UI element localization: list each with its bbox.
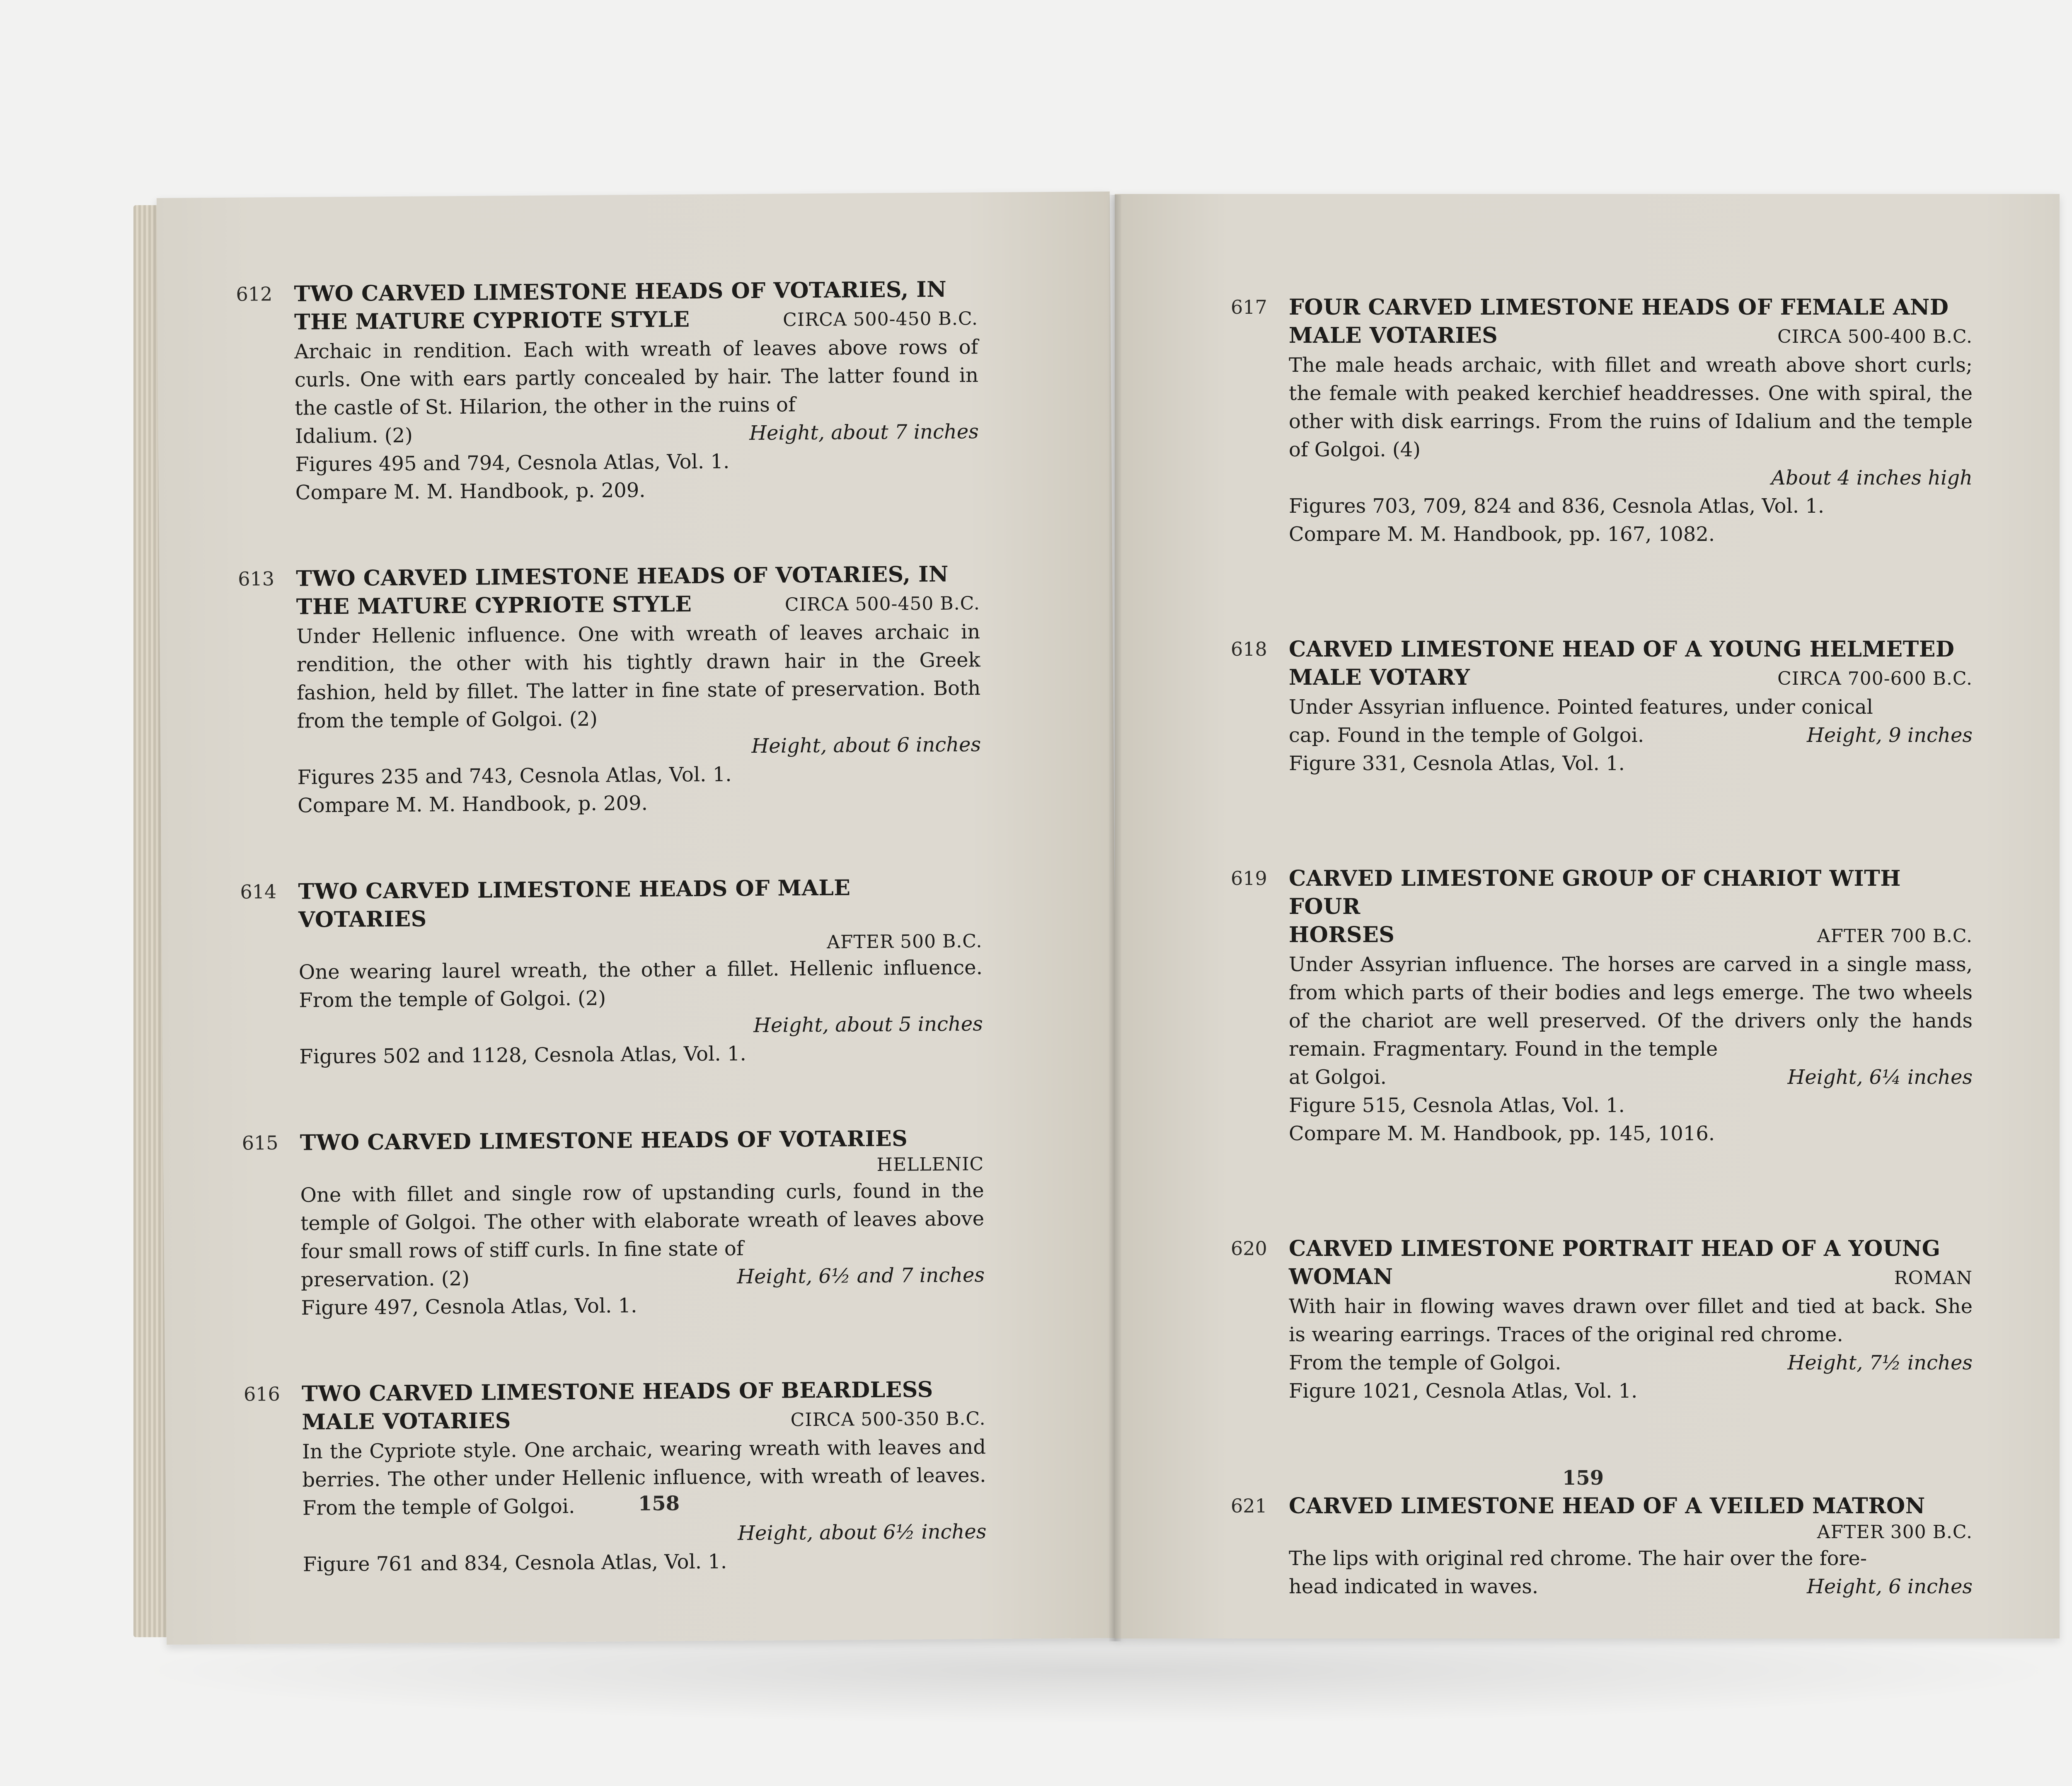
entry-reference: Compare M. M. Handbook, p. 209. <box>297 791 648 817</box>
entry-number: 612 <box>236 283 273 305</box>
right-page <box>1115 194 2060 1638</box>
entry-title-line: TWO CARVED LIMESTONE HEADS OF VOTARIES <box>300 1126 908 1156</box>
entry-title-line: CARVED LIMESTONE PORTRAIT HEAD OF A YOUNG <box>1289 1236 1941 1261</box>
entry-reference: Figure 515, Cesnola Atlas, Vol. 1. <box>1289 1094 1625 1117</box>
entry-description: Archaic in rendition. Each with wreath of leaves above rows of curls. One with ears partly concealed by hair. The latter found in the castle of St. Hilarion, the other in the ruins of <box>294 335 979 420</box>
entry-description-tail: Idalium. (2) <box>295 424 413 448</box>
entry-reference: Compare M. M. Handbook, p. 209. <box>295 478 646 504</box>
entry-height: Height, about 6 inches <box>751 733 981 758</box>
entry-number: 619 <box>1231 867 1267 889</box>
entry-description: Under Hellenic influence. One with wreath of leaves archaic in rendition, the other with his tightly drawn hair in the Greek fashion, held by fillet. The latter in fine state of preservation. Both from the temple of Golgoi. (2) <box>296 620 981 733</box>
entry-title <box>1289 322 1973 351</box>
entry-description-end <box>1289 721 1973 749</box>
left-page <box>157 191 1120 1645</box>
entry-description-end <box>1289 1349 1973 1377</box>
entry-height: Height, 6 inches <box>1807 1575 1973 1598</box>
entry-title <box>1289 293 1973 322</box>
entry-description-tail: From the temple of Golgoi. <box>1289 1351 1561 1374</box>
entry-title-line: TWO CARVED LIMESTONE HEADS OF MALE VOTARIES <box>298 875 851 933</box>
entry-number: 614 <box>240 880 277 903</box>
entry-height: Height, 6¼ inches <box>1787 1066 1973 1089</box>
entry-description-tail: cap. Found in the temple of Golgoi. <box>1289 724 1644 747</box>
entry-title <box>302 1375 985 1408</box>
catalog-entry <box>1231 1492 1973 1601</box>
entry-number: 617 <box>1231 296 1267 318</box>
catalog-entry <box>242 1124 985 1322</box>
entry-title-line: TWO CARVED LIMESTONE HEADS OF BEARDLESS <box>301 1377 933 1407</box>
entry-description: With hair in flowing waves drawn over fillet and tied at back. She is wearing earrings. Traces of the original red chrome. <box>1289 1295 1973 1346</box>
entry-date: CIRCA 500-450 B.C. <box>784 593 980 616</box>
entry-title-line: FOUR CARVED LIMESTONE HEADS OF FEMALE AND <box>1289 295 1949 320</box>
entry-reference: Figure 497, Cesnola Atlas, Vol. 1. <box>301 1294 637 1320</box>
entry-number: 615 <box>242 1132 278 1154</box>
entry-title <box>1289 865 1973 921</box>
entry-title <box>300 1124 984 1157</box>
entry-title-line: TWO CARVED LIMESTONE HEADS OF VOTARIES, IN <box>296 561 949 591</box>
entry-height: Height, 9 inches <box>1807 724 1973 747</box>
entry-title-line: THE MATURE CYPRIOTE STYLE <box>294 307 690 335</box>
entry-description-tail: head indicated in waves. <box>1289 1575 1539 1598</box>
book-gutter <box>1109 195 1121 1641</box>
page-number-right: 159 <box>1562 1466 1604 1490</box>
entry-title <box>298 873 982 934</box>
entry-height: Height, 7½ inches <box>1787 1351 1973 1374</box>
entry-reference: Figure 331, Cesnola Atlas, Vol. 1. <box>1289 752 1625 775</box>
right-page-content <box>1231 293 1973 1688</box>
entry-description: In the Cypriote style. One archaic, wearing wreath with leaves and berries. The other under Hellenic influence, with wreath of leaves. From the temple of Golgoi. <box>302 1435 986 1520</box>
entry-description-tail: at Golgoi. <box>1289 1066 1387 1089</box>
entry-title-line: CARVED LIMESTONE HEAD OF A VEILED MATRON <box>1289 1493 1925 1519</box>
entry-title-line: THE MATURE CYPRIOTE STYLE <box>296 591 692 620</box>
entry-title-line: WOMAN <box>1289 1264 1393 1289</box>
entry-title <box>302 1403 985 1438</box>
catalog-entry <box>243 1375 987 1579</box>
entry-reference: Figures 502 and 1128, Cesnola Atlas, Vol. 1. <box>299 1042 746 1069</box>
entry-date: ROMAN <box>1894 1267 1973 1289</box>
entry-title <box>1289 1263 1973 1292</box>
catalog-entry <box>236 275 979 507</box>
entry-date: AFTER 700 B.C. <box>1817 926 1973 947</box>
entry-title-line: MALE VOTARIES <box>1289 323 1498 348</box>
entry-description-end <box>301 1261 985 1294</box>
entry-number: 616 <box>243 1383 280 1406</box>
entry-date: AFTER 300 B.C. <box>1817 1522 1973 1543</box>
entry-description: Under Assyrian influence. Pointed features, under conical <box>1289 695 1873 719</box>
entry-date: HELLENIC <box>876 1154 984 1175</box>
entry-date: CIRCA 500-400 B.C. <box>1777 326 1973 347</box>
entry-reference: Figures 495 and 794, Cesnola Atlas, Vol. 1. <box>295 450 730 476</box>
entry-number: 621 <box>1231 1495 1267 1517</box>
entry-reference: Compare M. M. Handbook, pp. 145, 1016. <box>1289 1122 1715 1145</box>
entry-description-tail: preservation. (2) <box>300 1267 470 1292</box>
entry-height: Height, 6½ and 7 inches <box>737 1263 985 1289</box>
entry-title-line: MALE VOTARIES <box>302 1408 511 1435</box>
catalog-entry <box>238 560 981 820</box>
entry-description: The lips with original red chrome. The hair over the fore- <box>1289 1547 1867 1570</box>
entry-reference: Compare M. M. Handbook, pp. 167, 1082. <box>1289 523 1715 546</box>
entry-height: About 4 inches high <box>1771 466 1973 490</box>
entry-description-end <box>295 417 979 451</box>
entry-title <box>1289 635 1973 664</box>
entry-title <box>1289 1235 1973 1263</box>
page-number-left: 158 <box>638 1492 680 1516</box>
entry-description: The male heads archaic, with fillet and wreath above short curls; the female with peaked kerchief headdresses. One with spiral, the other with disk earrings. From the ruins of Idalium and the temple of Golgoi. (4) <box>1289 354 1973 461</box>
entry-title-line: CARVED LIMESTONE HEAD OF A YOUNG HELMETED <box>1289 637 1955 662</box>
catalog-entry <box>1231 293 1973 548</box>
entry-title <box>1289 664 1973 693</box>
entry-title <box>294 275 978 308</box>
catalog-entry <box>240 873 983 1071</box>
entry-reference: Figures 703, 709, 824 and 836, Cesnola Atlas, Vol. 1. <box>1289 494 1825 518</box>
entry-title <box>294 303 978 338</box>
entry-description-end <box>1289 1063 1973 1091</box>
entry-description: Under Assyrian influence. The horses are carved in a single mass, from which parts of their bodies and legs emerge. The two wheels of the chariot are well preserved. Of the drivers only the hands remain. Fragmentary. Found in the temple <box>1289 953 1973 1061</box>
entry-title-line: MALE VOTARY <box>1289 665 1470 690</box>
catalog-entry <box>1231 865 1973 1148</box>
left-page-content <box>236 275 987 1636</box>
entry-reference: Figures 235 and 743, Cesnola Atlas, Vol. 1. <box>297 763 732 789</box>
entry-date: CIRCA 500-450 B.C. <box>782 308 978 331</box>
entry-height: Height, about 7 inches <box>749 420 979 445</box>
entry-title-line: TWO CARVED LIMESTONE HEADS OF VOTARIES, IN <box>294 276 947 307</box>
entry-number: 620 <box>1231 1237 1267 1260</box>
entry-title-line: CARVED LIMESTONE GROUP OF CHARIOT WITH FOUR <box>1289 866 1901 919</box>
entry-title-line: HORSES <box>1289 922 1395 948</box>
entry-height: Height, about 6½ inches <box>737 1520 987 1545</box>
entry-title <box>296 560 980 593</box>
entry-date: AFTER 500 B.C. <box>826 931 983 953</box>
entry-description-end <box>1289 1573 1973 1601</box>
entry-title <box>1289 921 1973 950</box>
catalog-entry <box>1231 635 1973 778</box>
entry-title <box>1289 1492 1973 1520</box>
entry-number: 613 <box>238 567 275 590</box>
entry-reference: Figure 761 and 834, Cesnola Atlas, Vol. 1. <box>303 1550 727 1576</box>
entry-date: CIRCA 700-600 B.C. <box>1777 668 1973 689</box>
entry-title <box>296 588 980 623</box>
entry-number: 618 <box>1231 638 1267 660</box>
entry-height: Height, about 5 inches <box>753 1012 983 1037</box>
catalog-entry <box>1231 1235 1973 1405</box>
entry-description: One wearing laurel wreath, the other a fillet. Hellenic influence. From the temple of Golgoi. (2) <box>298 956 983 1012</box>
entry-description: One with fillet and single row of upstanding curls, found in the temple of Golgoi. The other with elaborate wreath of leaves above four small rows of stiff curls. In fine state of <box>300 1179 985 1263</box>
entry-reference: Figure 1021, Cesnola Atlas, Vol. 1. <box>1289 1379 1638 1403</box>
entry-date: CIRCA 500-350 B.C. <box>790 1408 986 1431</box>
